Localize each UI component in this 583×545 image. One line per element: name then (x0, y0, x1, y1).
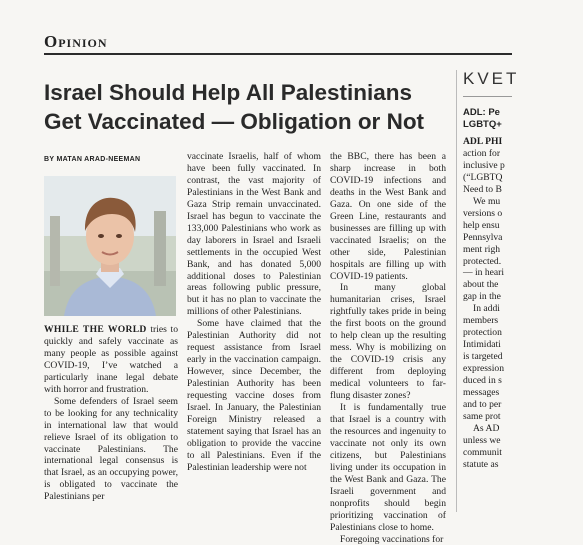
adjacent-text-line: ment righ (463, 244, 583, 256)
adjacent-text-line: (“LGBTQ (463, 172, 583, 184)
byline: BY MATAN ARAD-NEEMAN (44, 156, 140, 163)
adjacent-text-line: ADL PHI (463, 136, 583, 148)
adjacent-text-line: We mu (463, 196, 583, 208)
paragraph: vaccinate Israelis, half of whom have been fully vaccinated. In contrast, the vast majority of Palestinians in the West Bank and Gaza Strip remain unvaccinated. Israel has begun to vaccinate the 133,000 Palestinians who work as day laborers in Israel and Israeli settlements in the occupied West Bank, and has donated 5,000 additional doses to Palestinian areas following public pressure, but it has no plan to vaccinate the millions of other Palestinians. (187, 151, 321, 318)
adjacent-text-line: messages (463, 387, 583, 399)
adjacent-text-line: versions o (463, 208, 583, 220)
adjacent-text-line: communit (463, 447, 583, 459)
paragraph: Some defenders of Israel seem to be looking for any technicality in international law that would relieve Israel of its obligation to vaccinate Palestinians. The international legal consensus is that Israel, as an occupying power, is obligated to vaccinate the Palestinians per (44, 396, 178, 504)
column-divider (456, 70, 457, 512)
adjacent-text-line: help ensu (463, 220, 583, 232)
paragraph: It is fundamentally true that Israel is a country with the resources and ingenuity to vaccinate not only its own citizens, but Palestinians living under its occupation in the West Bank and Gaza. The Israeli government and nonprofits should begin prioritizing vaccination of Palestinians close to home. (330, 402, 446, 533)
adjacent-article-column (463, 136, 583, 471)
adjacent-text-line: gap in the (463, 291, 583, 303)
adjacent-headline-line: LGBTQ+ (463, 119, 502, 131)
adjacent-text-line: inclusive p (463, 160, 583, 172)
lead-in: WHILE THE WORLD (44, 324, 147, 335)
adjacent-headline (463, 107, 502, 131)
adjacent-text-line: Need to B (463, 184, 583, 196)
adjacent-headline-line: ADL: Pe (463, 107, 502, 119)
article-column-1 (44, 324, 178, 503)
article-column-3 (330, 151, 446, 545)
adjacent-text-line: In addi (463, 303, 583, 315)
author-portrait-image (44, 176, 176, 316)
section-label: Opinion (44, 32, 108, 52)
paragraph: In many global humanitarian crises, Israel rightfully takes pride in being the first boots on the ground to help clean up the resulting mess. Why is mobilizing on the COVID-19 crisis any different from deploying medical volunteers to far-flung disaster zones? (330, 282, 446, 402)
adjacent-text-line: protected. (463, 256, 583, 268)
paragraph: Foregoing vaccinations for (330, 534, 446, 545)
adjacent-text-line: protection (463, 327, 583, 339)
section-rule (44, 53, 512, 55)
paragraph: tries to quickly and safely vaccinate as many people as possible against COVID-19, I’ve watched a particularly inane legal debate with horror and frustration. (44, 324, 178, 395)
adjacent-text-line: expression (463, 363, 583, 375)
adjacent-text-line: As AD (463, 423, 583, 435)
adjacent-text-line: about the (463, 279, 583, 291)
article-column-2 (187, 151, 321, 474)
adjacent-text-line: unless we (463, 435, 583, 447)
paragraph: Some have claimed that the Palestinian Authority did not request assistance from Israel early in the vaccination campaign. However, since December, the Palestinian Authority has been requesting vaccine doses from Israel. In January, the Palestinian Foreign Ministry released a statement saying that Israel has an obligation to provide the vaccine to all Palestinians. Even if the Palestinian leadership were not (187, 318, 321, 473)
adjacent-text-line: is targeted (463, 351, 583, 363)
adjacent-rule (463, 96, 512, 97)
adjacent-text-line: and to per (463, 399, 583, 411)
adjacent-text-line: duced in s (463, 375, 583, 387)
adjacent-text-line: statute as (463, 459, 583, 471)
adjacent-text-line: Pennsylva (463, 232, 583, 244)
paragraph: the BBC, there has been a sharp increase in both COVID-19 infections and deaths in the West Bank and Gaza. On one side of the Green Line, restaurants and businesses are filling up with vaccinated Israelis; on the other side, Palestinian hospitals are filling up with COVID-19 patients. (330, 151, 446, 282)
adjacent-text-line: members (463, 315, 583, 327)
adjacent-text-line: — in heari (463, 267, 583, 279)
article-headline: Israel Should Help All Palestinians Get Vaccinated — Obligation or Not (44, 78, 454, 136)
adjacent-text-line: Intimidati (463, 339, 583, 351)
author-photo (44, 176, 176, 316)
adjacent-text-line: same prot (463, 411, 583, 423)
adjacent-text-line: action for (463, 148, 583, 160)
adjacent-article-title: KVET (463, 69, 519, 89)
